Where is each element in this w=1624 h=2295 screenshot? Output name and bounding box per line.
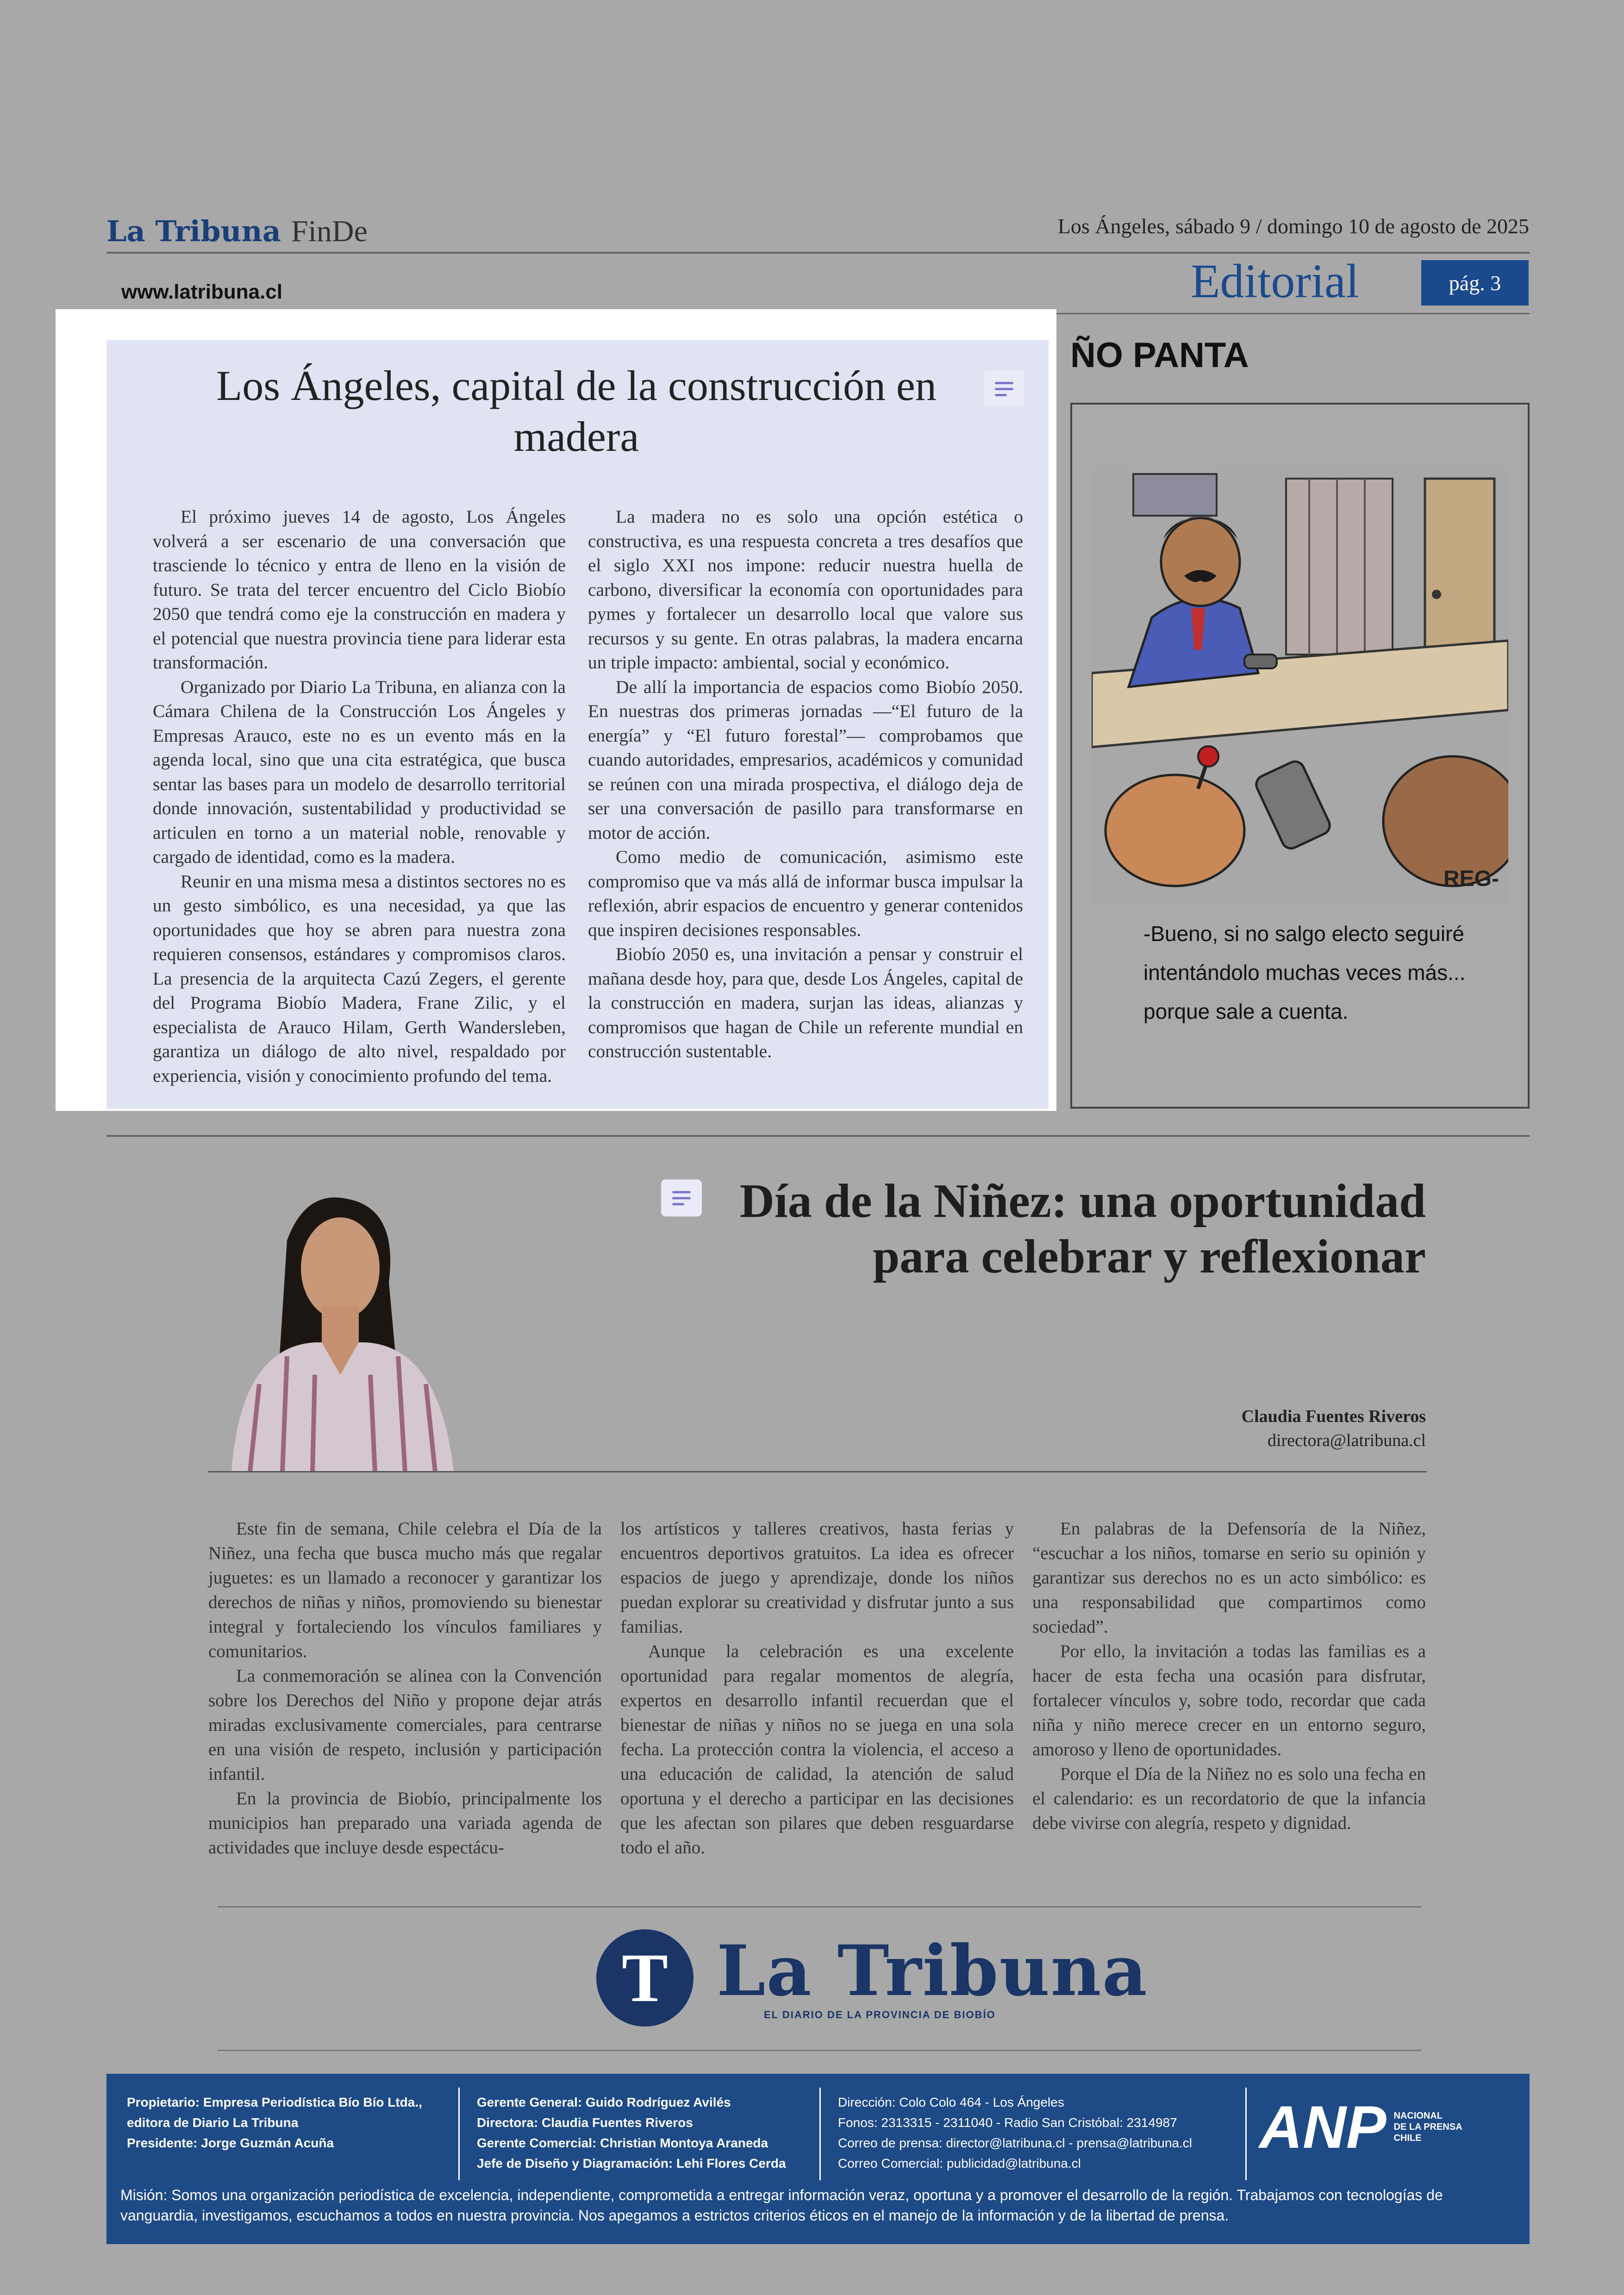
footer-separator	[1245, 2088, 1247, 2180]
editorial-column-1	[153, 505, 566, 1088]
contact-line: Dirección: Colo Colo 464 - Los Ángeles	[838, 2095, 1064, 2109]
paragraph: La conmemoración se alinea con la Convención sobre los Derechos del Niño y propone dejar atrás miradas exclusivamente comerciales, para centrarse en una visión de respeto, inclusión y participación infantil.	[208, 1666, 602, 1784]
cartoon-caption: -Bueno, si no salgo electo seguiré intentándolo muchas veces más... porque sale a cuenta.	[1143, 922, 1466, 1023]
logo-wordmark: La Tribuna	[717, 1930, 1148, 2012]
column-text-2	[620, 1516, 1014, 1860]
column-text-3	[1032, 1516, 1426, 1835]
contact-line[interactable]: Correo Comercial: publicidad@latribuna.cl	[838, 2156, 1081, 2170]
credit-line: Presidente: Jorge Guzmán Acuña	[127, 2136, 334, 2150]
credit-line: Gerente General: Guido Rodríguez Avilés	[477, 2095, 731, 2109]
credit-line: Jefe de Diseño y Diagramación: Lehi Flores Cerda	[477, 2156, 786, 2170]
column-title: Día de la Niñez: una oportunidad para celebrar y reflexionar	[739, 1174, 1426, 1283]
anp-subtext: DE LA PRENSA	[1393, 2122, 1462, 2132]
paragraph: Este fin de semana, Chile celebra el Día de la Niñez, una fecha que busca mucho más que regalar juguetes: es un llamado a reconocer y garantizar los derechos de niñas y niños, promoviendo su bienestar integral y fortaleciendo los vínculos familiares y comunitarios.	[208, 1519, 602, 1661]
page-number: pág. 3	[1421, 260, 1529, 306]
paragraph: De allí la importancia de espacios como Biobío 2050. En nuestras dos primeras jornadas —“El futuro de la energía” y “El futuro forestal”— comprobamos que cuando autoridades, empresarios, académicos y comunidad se reúnen con una mirada prospectiva, el diálogo deja de ser una conversación de pasillo para transformarse en motor de acción.	[588, 676, 1023, 843]
logo-mark: T	[596, 1929, 693, 2027]
author-name: Claudia Fuentes Riveros	[1241, 1407, 1426, 1426]
paragraph: Aunque la celebración es una excelente oportunidad para regalar momentos de alegría, expertos en desarrollo infantil recuerdan que el bienestar de niñas y niños no se juega en una sola fecha. La protección contra la violencia, el acceso a una educación de calidad, la atención de salud oportuna y el derecho a participar en las decisiones que les afectan son pilares que deben resguardarse todo el año.	[620, 1641, 1014, 1858]
dateline: Los Ángeles, sábado 9 / domingo 10 de agosto de 2025	[1057, 214, 1529, 238]
anp-subtext: NACIONAL	[1393, 2111, 1443, 2121]
anp-subtext: CHILE	[1393, 2133, 1422, 2143]
cartoon-heading: ÑO PANTA	[1070, 336, 1249, 375]
editorial-title: Los Ángeles, capital de la construcción en madera	[216, 362, 937, 460]
note-icon[interactable]	[661, 1179, 702, 1216]
column-text-1	[208, 1516, 602, 1860]
paragraph: En la provincia de Biobío, principalmente los municipios han preparado una variada agenda de actividades que incluye desde espectácu-	[208, 1789, 602, 1858]
author-photo	[222, 1190, 463, 1472]
anp-mark: ANP	[1259, 2093, 1387, 2161]
paragraph: Biobío 2050 es, una invitación a pensar y construir el mañana desde hoy, para que, desde Los Ángeles, capital de la construcción en madera, surjan las ideas, alianzas y compromisos que hagan de Chile un referente mundial en construcción sustentable.	[588, 944, 1023, 1061]
paragraph: los artísticos y talleres creativos, hasta ferias y encuentros deportivos gratuitos. La idea es ofrecer espacios de juego y aprendizaje, donde los niños puedan explorar su creatividad y disfrutar junto a sus familias.	[620, 1519, 1014, 1637]
section-divider	[106, 1135, 1530, 1137]
anp-logo	[1259, 2093, 1462, 2161]
supplement-name: FinDe	[291, 214, 368, 248]
logo-tagline: EL DIARIO DE LA PROVINCIA DE BIOBÍO	[764, 2009, 996, 2021]
paragraph: La madera no es solo una opción estética o constructiva, es una respuesta concreta a tres desafíos que el siglo XXI nos impone: reducir nuestra huella de carbono, diversificar la economía con oportunidades para pymes y fortalecer un desarrollo local que valore sus recursos y su gente. En otras palabras, la madera encarna un triple impacto: ambiental, social y económico.	[588, 506, 1023, 673]
cartoon-illustration	[1092, 469, 1508, 904]
contact-line[interactable]: Correo de prensa: director@latribuna.cl - prensa@latribuna.cl	[838, 2136, 1192, 2150]
footer-rule	[218, 2050, 1421, 2051]
footer-separator	[458, 2088, 460, 2180]
masthead-brand: La Tribuna FinDe	[106, 214, 368, 248]
note-icon[interactable]	[984, 370, 1024, 407]
cartoon-signature: REG-	[1443, 867, 1499, 891]
paragraph: En palabras de la Defensoría de la Niñez, “escuchar a los niños, tomarse en serio su opinión y garantizar sus derechos no es un acto simbólico: es una responsabilidad que compartimos como sociedad”.	[1032, 1519, 1426, 1637]
mission-statement: Misión: Somos una organización periodística de excelencia, independiente, comprometida a entregar información veraz, oportuna y a promover el desarrollo de la región. Trabajamos con tecnologías de vanguardia, investigamos, escuchamos a todos en nuestra provincia. Nos apegamos a estrictos criterios éticos en el manejo de la información y de la libertad de prensa.	[120, 2187, 1443, 2224]
paragraph: Por ello, la invitación a todas las familias es a hacer de esta fecha una ocasión para disfrutar, fortalecer vínculos y, sobre todo, recordar que cada niña y niño merece crecer en un entorno seguro, amoroso y lleno de oportunidades.	[1032, 1641, 1426, 1759]
credit-line: Propietario: Empresa Periodística Bío Bío Ltda.,	[127, 2095, 422, 2109]
credit-line: editora de Diario La Tribuna	[127, 2115, 299, 2130]
footer-rule	[218, 1906, 1421, 1908]
paragraph: Como medio de comunicación, asimismo este compromiso que va más allá de informar busca impulsar la reflexión, abrir espacios de encuentro y generar contenidos que inspiren decisiones responsables.	[588, 847, 1023, 940]
paragraph: Reunir en una misma mesa a distintos sectores no es un gesto simbólico, es una necesidad, ya que las oportunidades que hoy se abren para nuestra zona requieren consensos, estándares y compromisos claros. La presencia de la arquitecta Cazú Zegers, el gerente del Programa Biobío Madera, Frane Zilic, y el especialista de Arauco Hilam, Gerth Wandersleben, garantiza un diálogo de alto nivel, respaldado por experiencia, visión y conocimiento profundo del tema.	[153, 871, 566, 1086]
credit-line: Gerente Comercial: Christian Montoya Araneda	[477, 2136, 768, 2150]
editorial-column-2	[588, 505, 1023, 1064]
section-title: Editorial	[1191, 255, 1359, 308]
footer-separator	[819, 2088, 821, 2180]
author-email[interactable]: directora@latribuna.cl	[1268, 1431, 1426, 1450]
contact-line: Fonos: 2313315 - 2311040 - Radio San Cristóbal: 2314987	[838, 2115, 1177, 2130]
website-link[interactable]: www.latribuna.cl	[121, 281, 282, 303]
paragraph: Porque el Día de la Niñez no es solo una fecha en el calendario: es un recordatorio de que la infancia debe vivirse con alegría, respeto y dignidad.	[1032, 1764, 1426, 1833]
footer-credits	[106, 2074, 1530, 2244]
credit-line: Directora: Claudia Fuentes Riveros	[477, 2115, 693, 2130]
column-rule	[208, 1471, 1427, 1472]
paragraph: El próximo jueves 14 de agosto, Los Ángeles volverá a ser escenario de una conversación que trasciende lo técnico y entra de lleno en la visión de futuro. Se trata del tercer encuentro del Ciclo Biobío 2050 que tendrá como eje la construcción en madera y el potencial que nuestra provincia tiene para liderar esta transformación.	[153, 506, 566, 673]
paragraph: Organizado por Diario La Tribuna, en alianza con la Cámara Chilena de la Construcción Los Ángeles y Empresas Arauco, este no es un evento más en la agenda local, sino que una cita estratégica, que busca sentar las bases para un modelo de desarrollo territorial donde innovación, sustentabilidad y productividad se articulen en torno a un material noble, renovable y cargado de identidad, como es la madera.	[153, 676, 566, 867]
